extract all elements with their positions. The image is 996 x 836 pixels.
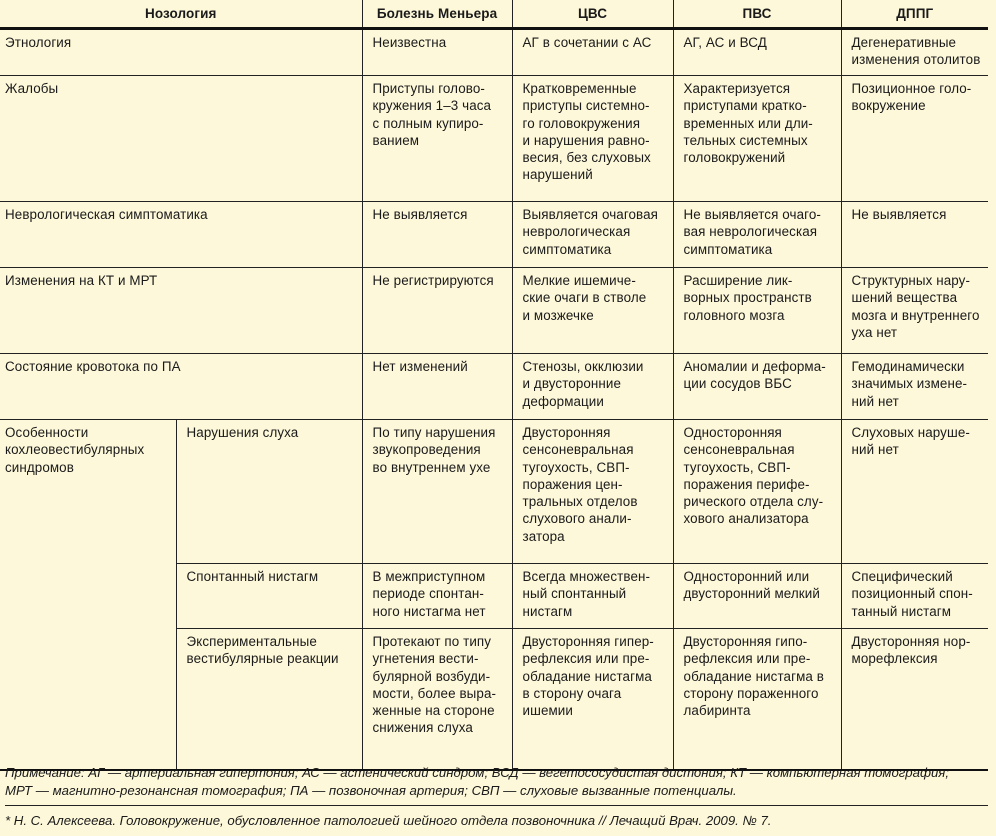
row-label: Состояние кровотока по ПА xyxy=(0,354,362,420)
table-cell: Приступы голово- кружения 1–3 часа с полным купиро- ванием xyxy=(362,76,512,202)
row-label: Этнология xyxy=(0,29,362,76)
divider xyxy=(5,805,988,806)
table-cell: Двусторонняя гипер- рефлексия или пре- обладание нистагма в сторону очага ишемии xyxy=(512,629,673,771)
table-cell: АГ в сочетании с АС xyxy=(512,29,673,76)
table-cell: Характеризуется приступами кратко- временных или дли- тельных системных головокружений xyxy=(673,76,841,202)
header-meniere: Болезнь Меньера xyxy=(362,0,512,29)
table-cell: По типу нарушения звукопроведения во внутреннем ухе xyxy=(362,420,512,564)
row-label: Жалобы xyxy=(0,76,362,202)
table-row xyxy=(0,420,988,564)
table-cell: Мелкие ишемиче- ские очаги в стволе и мозжечке xyxy=(512,268,673,354)
table-cell: Односторонняя сенсоневральная тугоухость, СВП- поражения перифе- рического отдела слу- хового анализатора xyxy=(673,420,841,564)
table-cell: Слуховых наруше- ний нет xyxy=(841,420,988,564)
row-label: Неврологическая симптоматика xyxy=(0,202,362,268)
row-label: Изменения на КТ и МРТ xyxy=(0,268,362,354)
header-dppg: ДППГ xyxy=(841,0,988,29)
table-row xyxy=(0,202,988,268)
source-citation: * Н. С. Алексеева. Головокружение, обусловленное патологией шейного отдела позвоночника // Лечащий Врач. 2009. № 7. xyxy=(5,813,772,828)
table-cell: Двусторонняя гипо- рефлексия или пре- обладание нистагма в сторону пораженного лабиринта xyxy=(673,629,841,771)
table-cell: Кратковременные приступы системно- го головокружения и нарушения равно- весия, без слуховых нарушений xyxy=(512,76,673,202)
table-cell: Не выявляется xyxy=(362,202,512,268)
table-cell: Не выявляется очаго- вая неврологическая симптоматика xyxy=(673,202,841,268)
subrow-label: Спонтанный нистагм xyxy=(176,564,362,629)
table-cell: Всегда множествен- ный спонтанный нистагм xyxy=(512,564,673,629)
table-cell: Двусторонняя сенсоневральная тугоухость, СВП- поражения цен- тральных отделов слухового анали- затора xyxy=(512,420,673,564)
table-row xyxy=(0,29,988,76)
table-cell: Не выявляется xyxy=(841,202,988,268)
table-cell: Выявляется очаговая неврологическая симптоматика xyxy=(512,202,673,268)
subrow-label: Экспериментальные вестибулярные реакции xyxy=(176,629,362,771)
header-nosology: Нозология xyxy=(0,0,362,29)
table-cell: Позиционное голо- вокружение xyxy=(841,76,988,202)
table-cell: Неизвестна xyxy=(362,29,512,76)
table-notes: Примечание: АГ — артериальная гипертония; АС — астенический синдром; ВСД — вегетососудистая дистония; КТ — компьютерная томография; МРТ — магнитно-резонансная томография; ПА — позвоночная артерия; СВП — слуховые вызванные потенциалы. xyxy=(5,765,950,798)
table-cell: Расширение лик- ворных пространств головного мозга xyxy=(673,268,841,354)
table-cell: Односторонний или двусторонний мелкий xyxy=(673,564,841,629)
table-cell: Двусторонняя нор- морефлексия xyxy=(841,629,988,771)
table-cell: Протекают по типу угнетения вести- булярной возбуди- мости, более выра- женные на стороне снижения слуха xyxy=(362,629,512,771)
table-cell: Аномалии и деформа- ции сосудов ВБС xyxy=(673,354,841,420)
group-label: Особенности кохлеовестибулярных синдромов xyxy=(0,420,176,771)
table-cell: В межприступном периоде спонтан- ного нистагма нет xyxy=(362,564,512,629)
table-cell: Нет изменений xyxy=(362,354,512,420)
table-cell: Не регистрируются xyxy=(362,268,512,354)
header-pvs: ПВС xyxy=(673,0,841,29)
table-cell: Структурных нару- шений вещества мозга и внутреннего уха нет xyxy=(841,268,988,354)
table-cell: Дегенеративные изменения отолитов xyxy=(841,29,988,76)
table-row xyxy=(0,76,988,202)
subrow-label: Нарушения слуха xyxy=(176,420,362,564)
table-row xyxy=(0,268,988,354)
table-cell: Специфический позиционный спон- танный нистагм xyxy=(841,564,988,629)
table-row xyxy=(0,354,988,420)
table-cell: Стенозы, окклюзии и двусторонние деформации xyxy=(512,354,673,420)
table-cell: АГ, АС и ВСД xyxy=(673,29,841,76)
table-cell: Гемодинамически значимых измене- ний нет xyxy=(841,354,988,420)
header-row xyxy=(0,0,988,29)
header-cvs: ЦВС xyxy=(512,0,673,29)
